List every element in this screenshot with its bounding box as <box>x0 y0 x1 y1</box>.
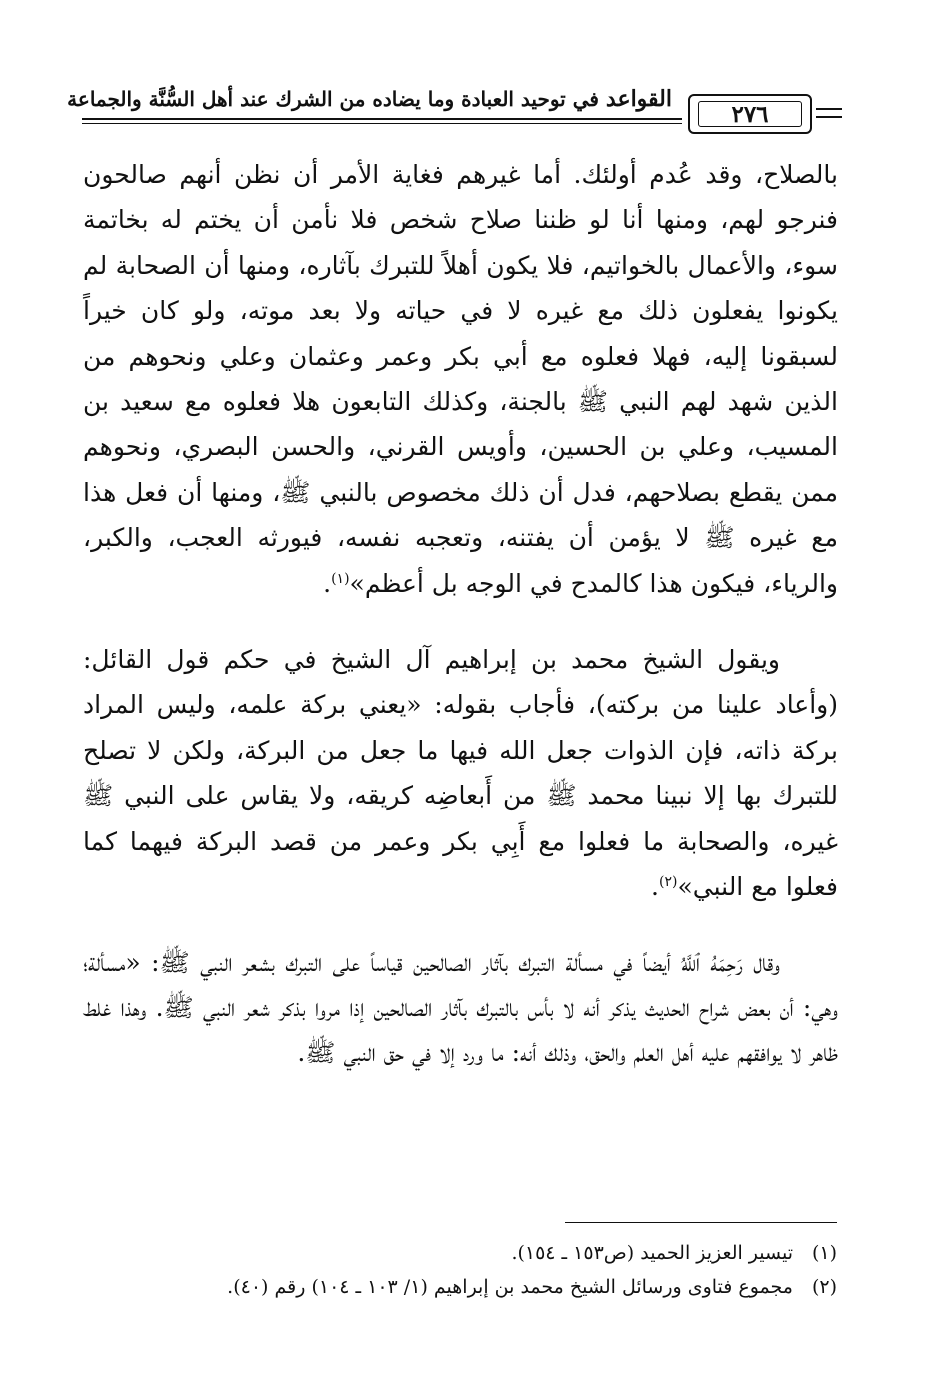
footnote <box>110 1270 837 1304</box>
page-number-frame <box>688 94 812 134</box>
header-rule <box>82 118 682 120</box>
header-ornament-line <box>816 108 842 110</box>
paragraph-end: . <box>323 568 332 598</box>
footnote-ref: (٢) <box>659 874 678 891</box>
running-header-title <box>67 84 672 114</box>
header-rule <box>82 123 682 124</box>
paragraph-end: . <box>651 872 659 902</box>
paragraph <box>83 637 838 909</box>
page-number: ٢٧٦ <box>698 101 802 127</box>
footnote-number: (١) <box>811 1242 837 1264</box>
paragraph <box>83 152 838 606</box>
footnotes <box>110 1236 837 1304</box>
book-title-lead: القواعد <box>605 86 672 112</box>
footnote-separator <box>565 1222 837 1223</box>
footnote <box>110 1236 837 1270</box>
paragraph-text: ويقول الشيخ محمد بن إبراهيم آل الشيخ في حكم قول القائل: (وأعاد علينا من بركته)، فأجاب بقوله: «يعني بركة علمه، وليس المراد بركة ذاته، فإن الذوات جعل الله فيها ما جعل من البركة، ولكن لا تصلح للتبرك بها إلا نبينا محمد ﷺ من أَبعاضِه كريقه، ولا يقاس على النبي ﷺ غيره، والصحابة ما فعلوا مع أَبِي بكر وعمر من قصد البركة فيهما كما فعلوا مع النبي» <box>83 645 838 902</box>
paragraph-text: بالصلاح، وقد عُدم أولئك. أما غيرهم فغاية الأمر أن نظن أنهم صالحون فنرجو لهم، ومنها أنا لو ظننا صلاح شخص فلا نأمن أن يختم له بخاتمة سوء، والأعمال بالخواتيم، فلا يكون أهلاً للتبرك بآثاره، ومنها أن الصحابة لم يكونوا يفعلون ذلك مع غيره لا في حياته ولا بعد موته، ولو كان خيراً لسبقونا إليه، فهلا فعلوه مع أبي بكر وعمر وعثمان وعلي ونحوهم من الذين شهد لهم النبي ﷺ بالجنة، وكذلك التابعون هلا فعلوه مع سعيد بن المسيب، وعلي بن الحسين، وأويس القرني، والحسن البصري، ونحوهم ممن يقطع بصلاحهم، فدل أن ذلك مخصوص بالنبي ﷺ، ومنها أن فعل هذا مع غيره ﷺ لا يؤمن أن يفتنه، وتعجبه نفسه، فيورثه العجب، والكبر، والرياء، فيكون هذا كالمدح في الوجه بل أعظم» <box>83 160 838 598</box>
header-ornament-line <box>816 116 842 118</box>
footnote-text: مجموع فتاوى ورسائل الشيخ محمد بن إبراهيم (١/ ١٠٣ ـ ١٠٤) رقم (٤٠). <box>227 1276 793 1298</box>
paragraph-text: وقال رَحِمَهُ ٱللَّهُ أيضاً في مسألة التبرك بآثار الصالحين قياساً على التبرك بشعر النبي ﷺ: «مسألة؛ وهي: أن بعض شراح الحديث يذكر أنه لا بأس بالتبرك بآثار الصالحين إذا مروا بذكر شعر النبي ﷺ. وهذا غلط ظاهر لا يوافقهم عليه أهل العلم والحق، وذلك أنه: ما ورد إلا في حق النبي ﷺ. <box>83 947 838 1068</box>
footnote-text: تيسير العزيز الحميد (ص١٥٣ ـ ١٥٤). <box>511 1242 793 1264</box>
paragraph <box>83 940 838 1076</box>
footnote-ref: (١) <box>331 570 350 587</box>
main-text <box>83 152 838 1076</box>
book-title-rest: في توحيد العبادة وما يضاده من الشرك عند أهل السُّنَّة والجماعة <box>67 87 606 111</box>
footnote-number: (٢) <box>811 1276 837 1298</box>
